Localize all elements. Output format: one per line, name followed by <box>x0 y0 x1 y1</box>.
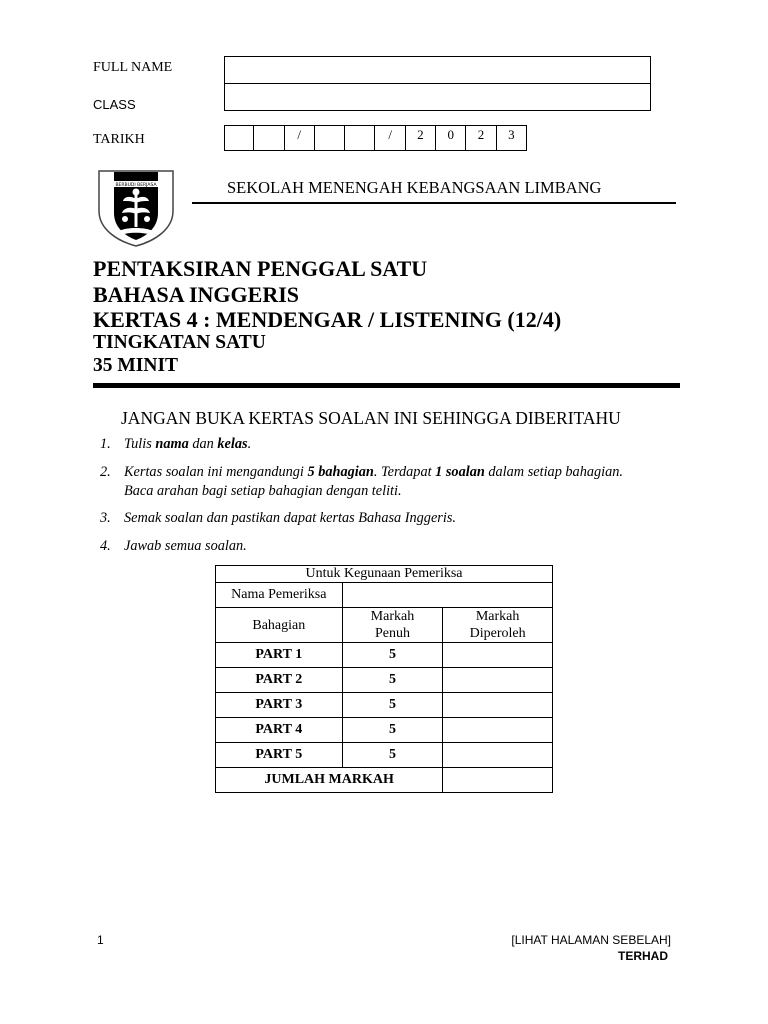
examiner-table-caption: Untuk Kegunaan Pemeriksa <box>216 566 553 583</box>
marks-obtained-field[interactable] <box>443 668 553 693</box>
instructions-list <box>94 435 694 564</box>
instruction-bold: 5 bahagian <box>307 463 374 480</box>
total-marks-label: JUMLAH MARKAH <box>216 768 443 793</box>
next-page-note: [LIHAT HALAMAN SEBELAH] <box>511 933 671 947</box>
column-header-section: Bahagian <box>216 608 343 643</box>
full-marks-value: 5 <box>342 668 443 693</box>
instruction-text: Jawab semua soalan. <box>124 537 247 554</box>
school-crest-logo <box>97 169 175 247</box>
instruction-number: 2. <box>100 463 111 480</box>
total-row <box>216 768 553 793</box>
date-cell: 2 <box>466 125 496 151</box>
column-header-text: Markah <box>370 609 415 624</box>
full-marks-value: 5 <box>342 643 443 668</box>
part-label: PART 1 <box>216 643 343 668</box>
marks-obtained-field[interactable] <box>443 693 553 718</box>
do-not-open-warning: JANGAN BUKA KERTAS SOALAN INI SEHINGGA DIBERITAHU <box>121 408 621 428</box>
instruction-text: Semak soalan dan pastikan dapat kertas Bahasa Inggeris. <box>124 510 456 526</box>
marks-obtained-field[interactable] <box>443 718 553 743</box>
instruction-item <box>94 509 694 528</box>
full-marks-value: 5 <box>342 718 443 743</box>
classification-label: TERHAD <box>618 949 668 963</box>
title-assessment: PENTAKSIRAN PENGGAL SATU <box>93 256 428 281</box>
instruction-number: 4. <box>100 537 111 554</box>
date-separator: / <box>285 125 315 151</box>
class-label: CLASS <box>93 97 136 112</box>
instruction-bold: nama <box>155 436 189 452</box>
date-field[interactable] <box>224 125 527 151</box>
part-label: PART 4 <box>216 718 343 743</box>
page-number: 1 <box>97 933 104 947</box>
instruction-item <box>94 537 694 556</box>
marks-obtained-field[interactable] <box>443 743 553 768</box>
date-separator: / <box>375 125 405 151</box>
instruction-number: 1. <box>100 436 111 452</box>
full-name-field[interactable] <box>224 56 651 84</box>
table-row <box>216 718 553 743</box>
column-header-text: Penuh <box>374 626 410 641</box>
title-subject: BAHASA INGGERIS <box>93 282 300 307</box>
full-marks-value: 5 <box>342 693 443 718</box>
instruction-item <box>94 463 694 501</box>
column-header-full-marks <box>342 608 443 643</box>
marks-obtained-field[interactable] <box>443 643 553 668</box>
full-name-label: FULL NAME <box>93 60 173 75</box>
instruction-text: Kertas soalan ini mengandungi <box>124 463 308 480</box>
examiner-name-label: Nama Pemeriksa <box>216 583 343 608</box>
instruction-item <box>94 435 694 454</box>
part-label: PART 3 <box>216 693 343 718</box>
part-label: PART 2 <box>216 668 343 693</box>
title-divider <box>93 383 680 388</box>
instruction-text: . Terdapat <box>373 463 436 480</box>
title-duration: 35 MINIT <box>93 355 179 376</box>
date-cell[interactable] <box>224 125 254 151</box>
instruction-bold: kelas <box>217 436 248 452</box>
date-label: TARIKH <box>93 132 145 147</box>
total-marks-field[interactable] <box>443 768 553 793</box>
instruction-text: . <box>247 436 252 452</box>
column-header-text: Diperoleh <box>469 626 526 641</box>
examiner-name-field[interactable] <box>342 583 552 608</box>
date-cell[interactable] <box>254 125 284 151</box>
table-row <box>216 668 553 693</box>
date-cell[interactable] <box>315 125 345 151</box>
part-label: PART 5 <box>216 743 343 768</box>
instruction-text: dan <box>188 436 218 452</box>
school-underline <box>192 202 676 204</box>
class-field[interactable] <box>224 83 651 111</box>
date-cell: 0 <box>436 125 466 151</box>
examiner-table <box>215 565 553 793</box>
table-row <box>216 743 553 768</box>
crest-motto: BERBUDI BERJASA <box>115 183 157 188</box>
instruction-text: Baca arahan bagi setiap bahagian dengan teliti. <box>124 482 402 499</box>
instruction-text: dalam setiap bahagian. <box>484 463 623 480</box>
title-form: TINGKATAN SATU <box>93 332 266 353</box>
date-cell: 3 <box>497 125 527 151</box>
table-row <box>216 643 553 668</box>
column-header-text: Markah <box>475 609 520 624</box>
date-cell: 2 <box>406 125 436 151</box>
title-paper: KERTAS 4 : MENDENGAR / LISTENING (12/4) <box>93 307 562 332</box>
column-header-marks-obtained <box>443 608 553 643</box>
instruction-bold: 1 soalan <box>435 463 485 480</box>
instruction-number: 3. <box>100 510 111 526</box>
table-row <box>216 693 553 718</box>
school-name: SEKOLAH MENENGAH KEBANGSAAN LIMBANG <box>227 178 602 197</box>
full-marks-value: 5 <box>342 743 443 768</box>
instruction-text: Tulis <box>124 436 156 452</box>
date-cell[interactable] <box>345 125 375 151</box>
